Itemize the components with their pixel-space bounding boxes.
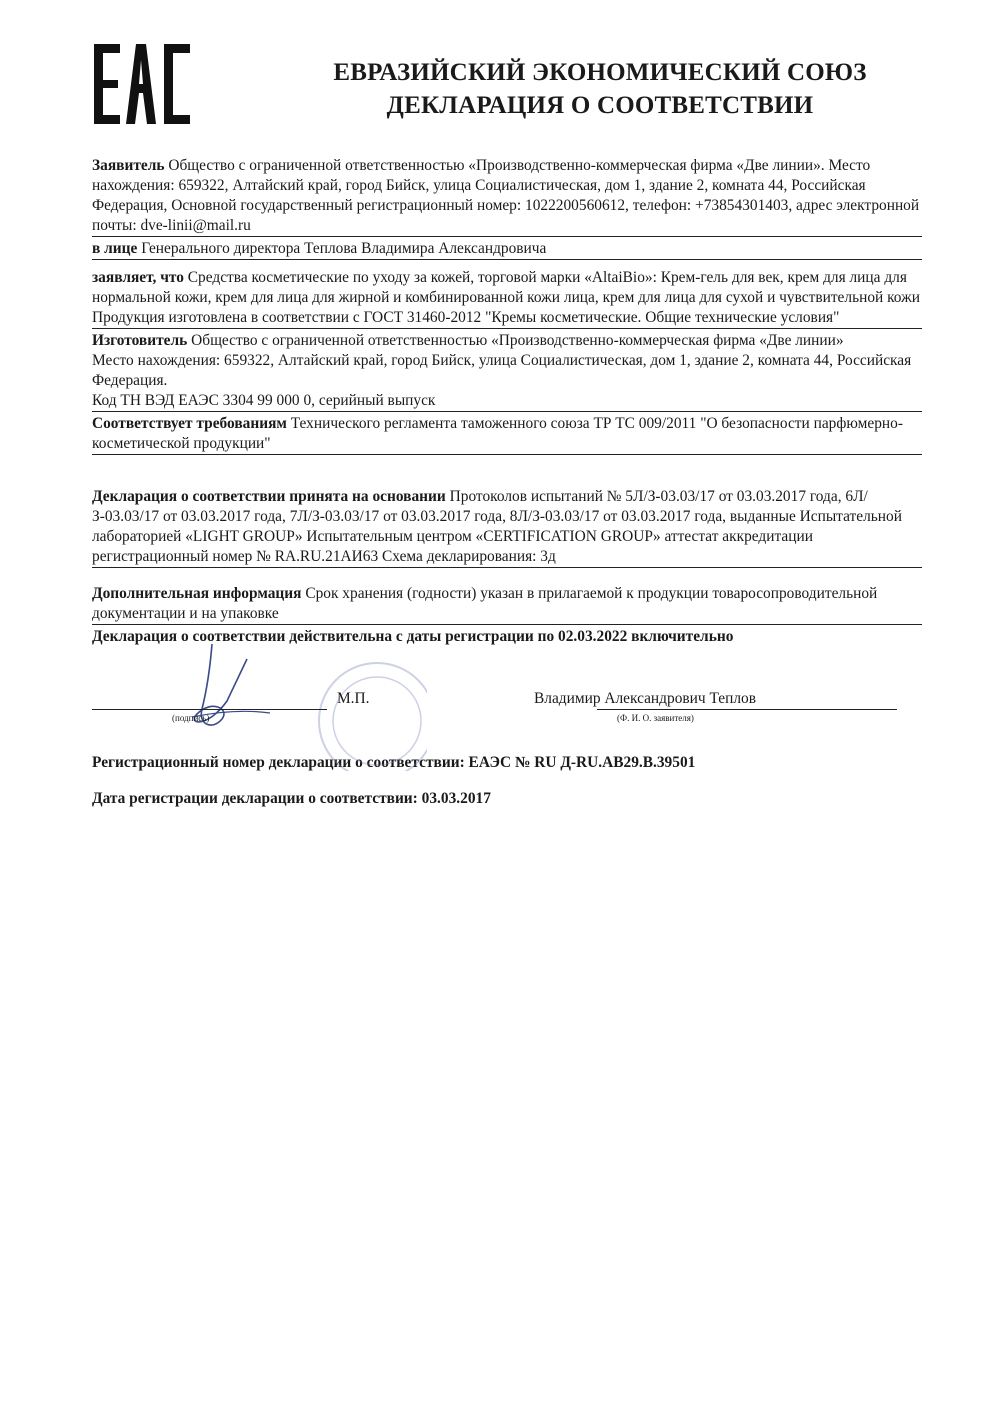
registration-number: Регистрационный номер декларации о соответствии: ЕАЭС № RU Д-RU.АВ29.В.39501 — [92, 754, 696, 771]
basis-section — [92, 487, 922, 568]
manufacturer-section — [92, 331, 922, 412]
conformity-text: Технического регламента таможенного союза ТР ТС 009/2011 "О безопасности парфюмерно-косметической продукции" — [92, 415, 903, 452]
declares-text: Средства косметические по уходу за кожей, торговой марки «AltaiBio»: Крем-гель для век, крем для лица для нормальной кожи, крем для лица для жирной и комбинированной кожи лица, крем для лица для сухой и чувствительной кожи — [92, 269, 920, 306]
conformity-section — [92, 414, 922, 455]
product-standard: Продукция изготовлена в соответствии с ГОСТ 31460-2012 "Кремы косметические. Общие технические условия" — [92, 309, 840, 326]
eac-logo — [92, 38, 196, 126]
additional-label: Дополнительная информация — [92, 585, 302, 602]
validity-text: Декларация о соответствии действительна с даты регистрации по 02.03.2022 включительно — [92, 628, 734, 645]
name-line — [597, 709, 897, 710]
additional-section — [92, 584, 922, 625]
handwritten-signature — [152, 639, 272, 739]
manufacturer-label: Изготовитель — [92, 332, 188, 349]
conformity-label: Соответствует требованиям — [92, 415, 287, 432]
signature-line — [92, 709, 327, 710]
basis-text: Протоколов испытаний № 5Л/З-03.03/17 от 03.03.2017 года, 6Л/З-03.03/17 от 03.03.2017 года, 7Л/З-03.03/17 от 03.03.2017 года, 8Л/З-03.03/17 от 03.03.2017 года, выданные Испытательной лабораторией «LIGHT GROUP» Испытательным центром «CERTIFICATION GROUP» аттестат аккредитации регистрационный номер № RA.RU.21АИ63 Схема декларирования: 3д — [92, 488, 902, 565]
declares-label: заявляет, что — [92, 269, 184, 286]
declares-section — [92, 268, 922, 329]
person-label: в лице — [92, 240, 138, 257]
signer-name: Владимир Александрович Теплов — [534, 690, 757, 707]
applicant-text: Общество с ограниченной ответственностью «Производственно-коммерческая фирма «Две линии». Место нахождения: 659322, Алтайский край, город Бийск, улица Социалистическая, дом 1, здание 2, комната 44, Российская Федерация, Основной государственный регистрационный номер: 1022200560612, телефон: +73854301403, адрес электронной почты: dve-linii@mail.ru — [92, 157, 920, 234]
manufacturer-address: Место нахождения: 659322, Алтайский край, город Бийск, улица Социалистическая, дом 1, здание 2, комната 44, Российская Федерация. — [92, 352, 912, 389]
basis-label: Декларация о соответствии принята на основании — [92, 488, 446, 505]
signature-caption: (подпись) — [172, 713, 210, 723]
signature-area — [92, 649, 922, 741]
seal-place-label: М.П. — [337, 690, 370, 707]
person-section — [92, 239, 922, 260]
declaration-body — [92, 156, 922, 824]
registration-date: Дата регистрации декларации о соответствии: 03.03.2017 — [92, 790, 491, 807]
manufacturer-text: Общество с ограниченной ответственностью «Производственно-коммерческая фирма «Две линии» — [187, 332, 844, 349]
person-text: Генерального директора Теплова Владимира Александровича — [137, 240, 547, 257]
union-title: ЕВРАЗИЙСКИЙ ЭКОНОМИЧЕСКИЙ СОЮЗ — [333, 59, 867, 86]
applicant-label: Заявитель — [92, 157, 165, 174]
applicant-section — [92, 156, 922, 237]
additional-text: Срок хранения (годности) указан в прилагаемой к продукции товаросопроводительной документации и на упаковке — [92, 585, 878, 622]
declaration-title: ДЕКЛАРАЦИЯ О СООТВЕТСТВИИ — [386, 92, 814, 119]
document-header — [250, 56, 950, 122]
hs-code: Код ТН ВЭД ЕАЭС 3304 99 000 0, серийный выпуск — [92, 391, 922, 412]
name-caption: (Ф. И. О. заявителя) — [617, 713, 694, 723]
